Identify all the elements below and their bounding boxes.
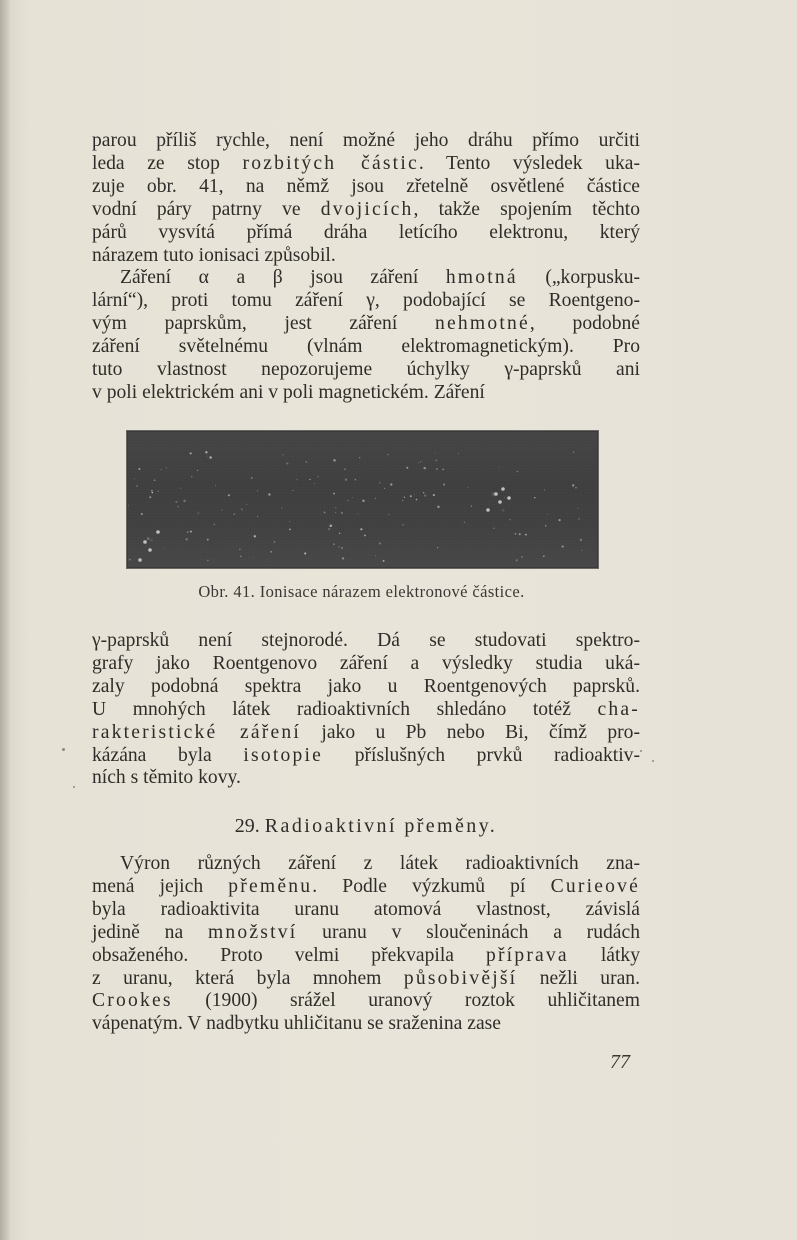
paragraph-3 xyxy=(92,630,640,790)
text-line: Crookes (1900) srážel uranový roztok uhličitanem xyxy=(92,990,640,1012)
text-line: vodní páry patrny ve dvojicích, takže spojením těchto xyxy=(92,198,641,220)
ionisation-track-image xyxy=(128,432,597,567)
text-line: γ-paprsků není stejnorodé. Dá se studovati spektro- xyxy=(92,630,640,651)
text-line: obsaženého. Proto velmi překvapila příprava látky xyxy=(92,944,640,966)
page-spine-shadow xyxy=(0,0,10,1240)
section-heading xyxy=(92,815,640,838)
text-line: tuto vlastnost nepozorujeme úchylky γ-paprsků ani xyxy=(92,359,640,381)
body-text-middle xyxy=(92,630,640,790)
text-line: grafy jako Roentgenovo záření a výsledky studia uká- xyxy=(92,652,640,674)
body-text-bottom xyxy=(92,853,640,1036)
paper-speck xyxy=(652,760,654,762)
text-line: ních s těmito kovy. xyxy=(92,767,241,789)
text-line: nárazem tuto ionisaci způsobil. xyxy=(92,244,336,266)
paper-speck xyxy=(640,750,642,752)
paragraph-2 xyxy=(92,267,640,404)
text-line: vápenatým. V nadbytku uhličitanu se sraženina zase xyxy=(92,1013,501,1035)
text-line: jedině na množství uranu v sloučeninách a rudách xyxy=(92,921,640,943)
page-number: 77 xyxy=(610,1051,630,1073)
text-line: parou příliš rychle, není možné jeho dráhu přímo určiti xyxy=(92,130,640,151)
text-line: zaly podobná spektra jako u Roentgenových paprsků. xyxy=(92,675,640,697)
text-line: rakteristické záření jako u Pb nebo Bi, čímž pro- xyxy=(92,721,640,743)
text-line: byla radioaktivita uranu atomová vlastnost, závislá xyxy=(92,898,640,920)
paper-speck xyxy=(62,748,65,751)
text-line: záření světelnému (vlnám elektromagnetickým). Pro xyxy=(92,336,640,358)
section-number: 29. xyxy=(234,815,260,837)
text-line: párů vysvítá přímá dráha letícího elektronu, který xyxy=(92,221,640,243)
text-line: U mnohých látek radioaktivních shledáno totéž cha- xyxy=(92,698,640,720)
figure-ionisation-photo xyxy=(127,431,598,568)
text-line: mená jejich přeměnu. Podle výzkumů pí Curieové xyxy=(92,875,640,897)
text-line: leda ze stop rozbitých částic. Tento výsledek uka- xyxy=(92,152,640,174)
text-line: kázána byla isotopie příslušných prvků radioaktiv- xyxy=(92,744,640,766)
paper-speck xyxy=(73,786,75,788)
text-line: v poli elektrickém ani v poli magnetickém. Záření xyxy=(92,381,485,403)
section-title: Radioaktivní přeměny. xyxy=(264,815,498,837)
figure-caption: Obr. 41. Ionisace nárazem elektronové částice. xyxy=(198,582,525,601)
text-line: z uranu, která byla mnohem působivější nežli uran. xyxy=(92,967,640,989)
text-line: lární“), proti tomu záření γ, podobající se Roentgeno- xyxy=(92,290,640,312)
paragraph-4 xyxy=(92,853,640,1036)
body-text-top xyxy=(92,130,640,405)
text-line: zuje obr. 41, na němž jsou zřetelně osvětlené částice xyxy=(92,175,640,197)
text-line: Záření α a β jsou záření hmotná („korpusku- xyxy=(120,267,641,289)
text-line: Výron různých záření z látek radioaktivních zna- xyxy=(120,853,640,874)
paragraph-1 xyxy=(92,130,640,267)
text-line: vým paprskům, jest záření nehmotné, podobné xyxy=(92,313,640,335)
